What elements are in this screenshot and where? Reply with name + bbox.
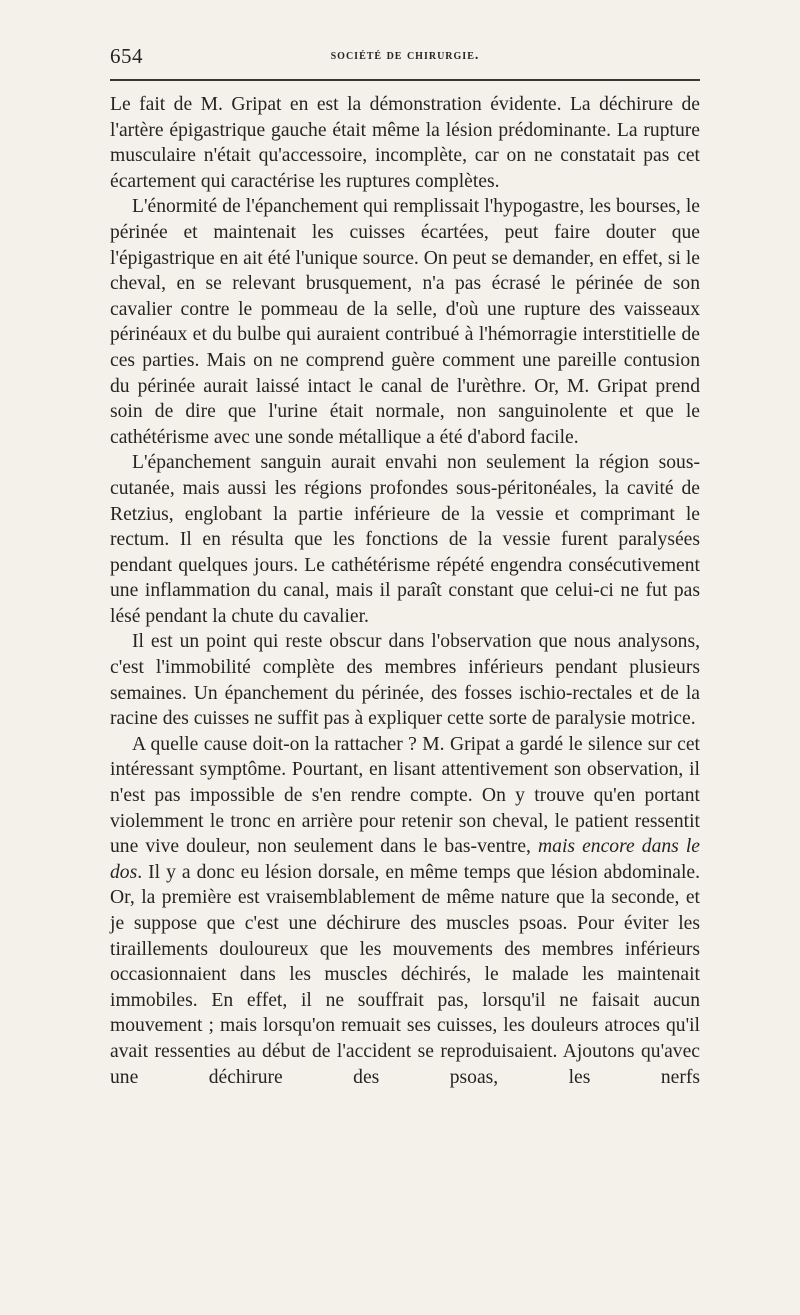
page-header (110, 44, 700, 68)
paragraph-5-before: A quelle cause doit-on la rattacher ? M. Gripat a gardé le silence sur cet intéressant symptôme. Pourtant, en lisant attentivement son observation, il n'est pas impossible de s'en rendre compte. On y trouve qu'en portant violemment le tronc en arrière pour retenir son cheval, le patient ressentit une vive douleur, non seulement dans le bas-ventre, (110, 733, 700, 858)
paragraph-1: Le fait de M. Gripat en est la démonstration évidente. La déchirure de l'artère épigastrique gauche était même la lésion prédominante. La rupture musculaire n'était qu'accessoire, incomplète, car on ne constatait pas cet écartement qui caractérise les ruptures complètes. (110, 94, 700, 192)
paragraph-4: Il est un point qui reste obscur dans l'observation que nous analysons, c'est l'immobilité complète des membres inférieurs pendant plusieurs semaines. Un épanchement du périnée, des fosses ischio-rectales et de la racine des cuisses ne suffit pas à expliquer cette sorte de paralysie motrice. (110, 631, 700, 730)
paragraph-5-italic: mais encore dans le dos (110, 836, 701, 883)
running-title: société de chirurgie. (330, 48, 480, 63)
page-number: 654 (110, 44, 143, 68)
paragraph-5-after: . Il y a donc eu lésion dorsale, en même temps que lésion abdominale. Or, la première est vraisemblablement de même nature que la seconde, et je suppose que c'est une déchirure des muscles psoas. Pour éviter les tiraillements douloureux que les mouvements des membres inférieurs occasionnaient dans les muscles déchirés, le malade les maintenait immobiles. En effet, il ne souffrait pas, lorsqu'il ne faisait aucun mouvement ; mais lorsqu'on remuait ses cuisses, les douleurs atroces qu'il avait ressenties au début de l'accident se reproduisaient. Ajoutons qu'avec une déchirure des psoas, les nerfs (110, 861, 700, 1088)
body-text (110, 92, 700, 1090)
paragraph-2: L'énormité de l'épanchement qui remplissait l'hypogastre, les bourses, le périnée et maintenait les cuisses écartées, peut faire douter que l'épigastrique en ait été l'unique source. On peut se demander, en effet, si le cheval, en se relevant brusquement, n'a pas écrasé le périnée de son cavalier contre le pommeau de la selle, d'où une rupture des vaisseaux périnéaux et du bulbe qui auraient contribué à l'hémorragie interstitielle de ces parties. Mais on ne comprend guère comment une pareille contusion du périnée aurait laissé intact le canal de l'urèthre. Or, M. Gripat prend soin de dire que l'urine était normale, non sanguinolente et que le cathétérisme avec une sonde métallique a été d'abord facile. (110, 196, 700, 448)
paragraph-3: L'épanchement sanguin aurait envahi non seulement la région sous-cutanée, mais aussi les régions profondes sous-péritonéales, la cavité de Retzius, englobant la partie inférieure de la vessie et comprimant le rectum. Il en résulta que les fonctions de la vessie furent paralysées pendant quelques jours. Le cathétérisme répété engendra consécutivement une inflammation du canal, mais il paraît constant que celui-ci ne fut pas lésé pendant la chute du cavalier. (110, 452, 700, 627)
header-rule (110, 79, 700, 81)
paragraph-5 (110, 732, 700, 1090)
